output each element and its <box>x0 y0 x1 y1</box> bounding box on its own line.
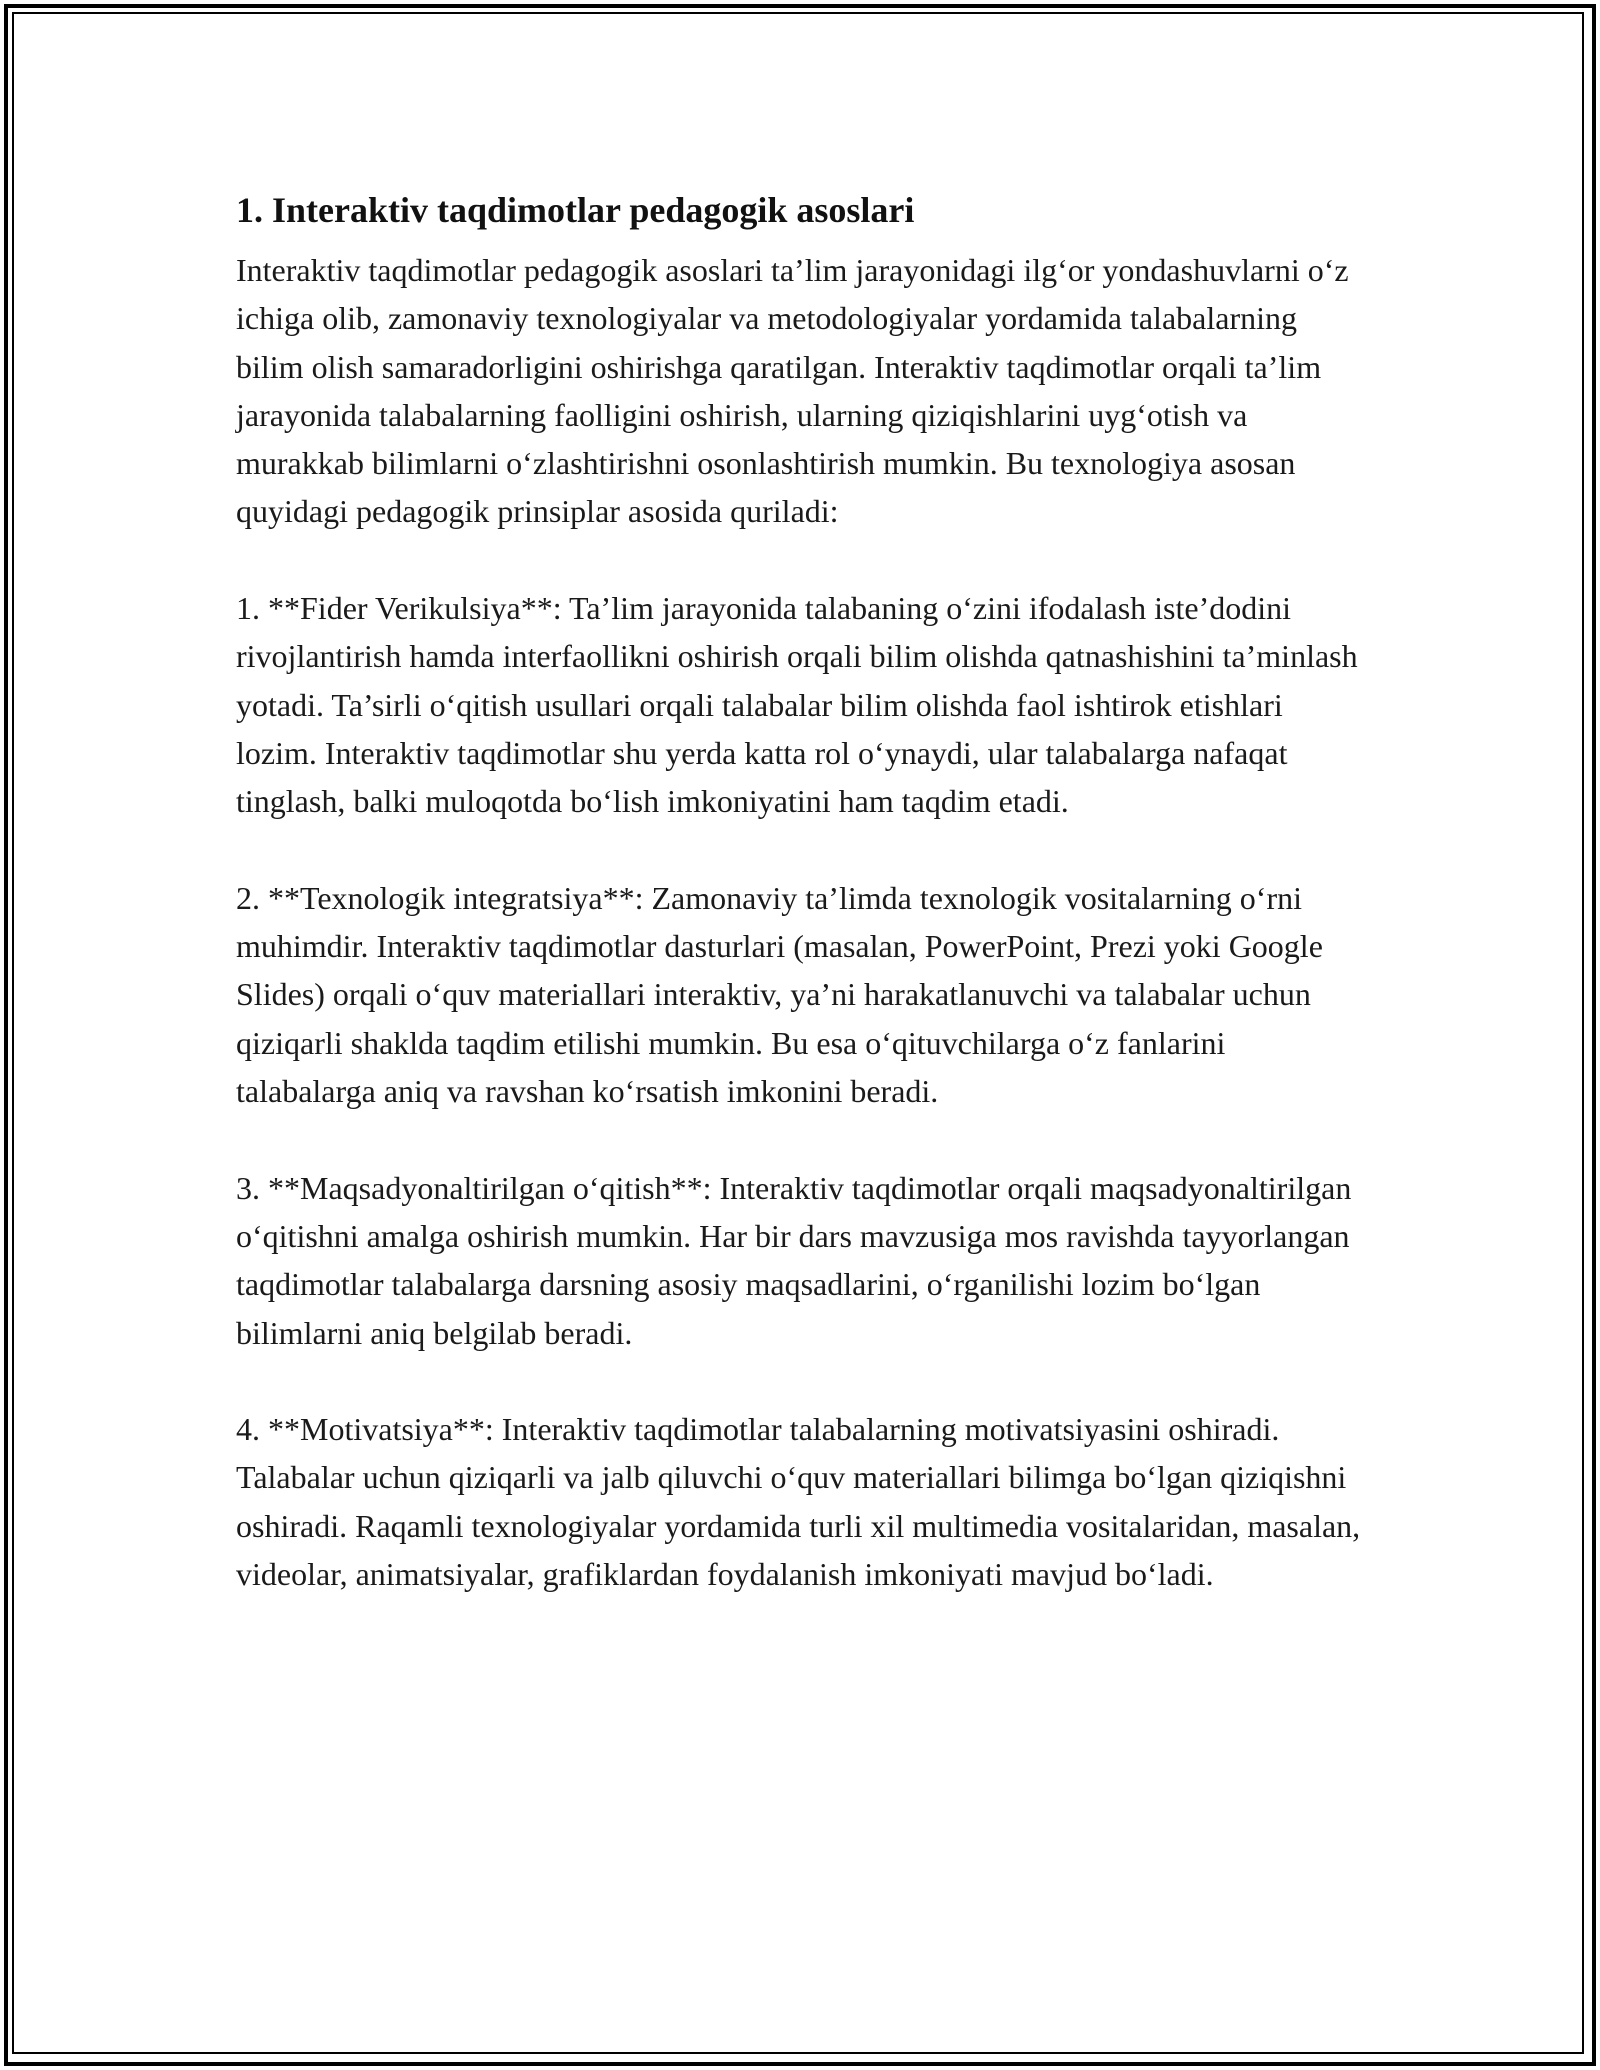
principle-paragraph-4: 4. **Motivatsiya**: Interaktiv taqdimotlar talabalarning motivatsiyasini oshiradi. Talabalar uchun qiziqarli va jalb qiluvchi o‘quv materiallari bilimga bo‘lgan qiziqishni oshiradi. Raqamli texnologiyalar yordamida turli xil multimedia vositalaridan, masalan, videolar, animatsiyalar, grafiklardan foydalanish imkoniyati mavjud bo‘ladi. <box>236 1411 1361 1593</box>
principle-paragraph-1: 1. **Fider Verikulsiya**: Ta’lim jarayonida talabaning o‘zini ifodalash iste’dodini rivojlantirish hamda interfaollikni oshirish orqali bilim olishda qatnashishini ta’minlash yotadi. Ta’sirli o‘qitish usullari orqali talabalar bilim olishda faol ishtirok etishlari lozim. Interaktiv taqdimotlar shu yerda katta rol o‘ynaydi, ular talabalarga nafaqat tinglash, balki muloqotda bo‘lish imkoniyatini ham taqdim etadi. <box>236 590 1358 820</box>
document-body <box>236 186 1366 1598</box>
intro-paragraph: Interaktiv taqdimotlar pedagogik asoslari ta’lim jarayonidagi ilg‘or yondashuvlarni o‘z ichiga olib, zamonaviy texnologiyalar va metodologiyalar yordamida talabalarning bilim olish samaradorligini oshirishga qaratilgan. Interaktiv taqdimotlar orqali ta’lim jarayonida talabalarning faolligini oshirish, ularning qiziqishlarini uyg‘otish va murakkab bilimlarni o‘zlashtirishni osonlashtirish mumkin. Bu texnologiya asosan quyidagi pedagogik prinsiplar asosida quriladi: <box>236 252 1349 530</box>
section-heading: 1. Interaktiv taqdimotlar pedagogik asoslari <box>236 190 915 230</box>
principle-paragraph-3: 3. **Maqsadyonaltirilgan o‘qitish**: Interaktiv taqdimotlar orqali maqsadyonaltirilgan o‘qitishni amalga oshirish mumkin. Har bir dars mavzusiga mos ravishda tayyorlangan taqdimotlar talabalarga darsning asosiy maqsadlarini, o‘rganilishi lozim bo‘lgan bilimlarni aniq belgilab beradi. <box>236 1169 1352 1351</box>
principle-paragraph-2: 2. **Texnologik integratsiya**: Zamonaviy ta’limda texnologik vositalarning o‘rni muhimdir. Interaktiv taqdimotlar dasturlari (masalan, PowerPoint, Prezi yoki Google Slides) orqali o‘quv materiallari interaktiv, ya’ni harakatlanuvchi va talabalar uchun qiziqarli shaklda taqdim etilishi mumkin. Bu esa o‘qituvchilarga o‘z fanlarini talabalarga aniq va ravshan ko‘rsatish imkonini beradi. <box>236 879 1323 1110</box>
